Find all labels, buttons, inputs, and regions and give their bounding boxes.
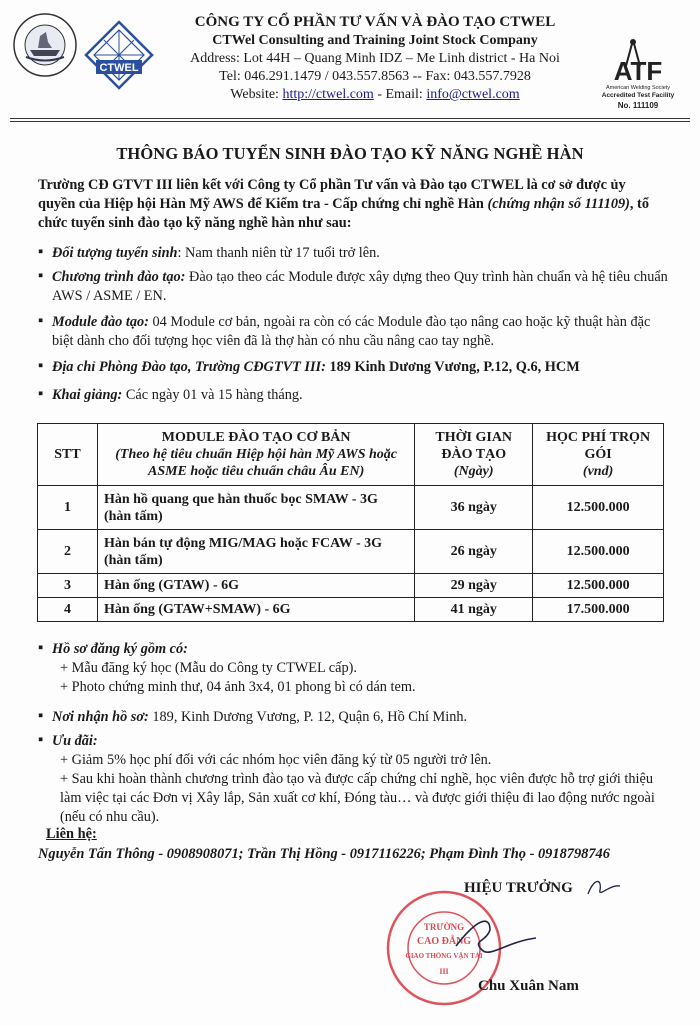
table-row: 3 Hàn ống (GTAW) - 6G 29 ngày 12.500.000	[38, 574, 664, 598]
contact-label: Liên hệ:	[46, 826, 97, 842]
header-fee: HỌC PHÍ TRỌN GÓI (vnd)	[533, 424, 664, 486]
atf-number: No. 111109	[617, 101, 659, 110]
website-link[interactable]: http://ctwel.com	[282, 87, 374, 102]
intro-paragraph: Trường CĐ GTVT III liên kết với Công ty Cổ phần Tư vấn và Đào tạo CTWEL là cơ sở được ủy quyền của Hiệp hội Hàn Mỹ AWS để Kiểm tra - Cấp chứng chỉ nghề Hàn (chứng nhận số 111109), tổ chức tuyển sinh đào tạo kỹ năng nghề hàn như sau:	[38, 177, 649, 231]
svg-text:TRƯỜNG: TRƯỜNG	[423, 922, 465, 932]
company-address: Address: Lot 44H – Quang Minh IDZ – Me Linh district - Ha Noi	[190, 51, 560, 66]
header-stt: STT	[38, 424, 98, 486]
docs-section: ▪ Hồ sơ đăng ký gồm có: + Mẫu đăng ký học (Mẫu do Công ty CTWEL cấp). + Photo chứng minh thư, 04 ảnh 3x4, 01 phong bì có dán tem.	[38, 640, 416, 695]
company-name-vn: CÔNG TY CỔ PHẦN TƯ VẤN VÀ ĐÀO TẠO CTWEL	[194, 14, 556, 30]
atf-line2: Accredited Test Facility	[601, 92, 675, 99]
initial-signature	[584, 876, 624, 907]
atf-logo-title: ATF	[613, 56, 663, 86]
course-table	[37, 423, 664, 622]
svg-text:III: III	[439, 967, 449, 976]
header-divider-2	[10, 121, 690, 122]
header-time: THỜI GIAN ĐÀO TẠO (Ngày)	[415, 424, 533, 486]
bullet-opening: ▪ Khai giảng: Các ngày 01 và 15 hàng tháng.	[38, 386, 303, 403]
company-name-en: CTWel Consulting and Training Joint Stock Company	[212, 33, 538, 48]
principal-title: HIỆU TRƯỞNG	[464, 880, 573, 896]
table-row: 2 Hàn bán tự động MIG/MAG hoặc FCAW - 3G (hàn tấm) 26 ngày 12.500.000	[38, 530, 664, 574]
principal-name: Chu Xuân Nam	[478, 978, 579, 994]
offers-section: ▪ Ưu đãi: + Giảm 5% học phí đối với các nhóm học viên đăng ký từ 05 người trở lên. + Sau khi hoàn thành chương trình đào tạo và được cấp chứng chỉ nghề, học viên được hỗ trợ giới thiệu làm việc tại các Đơn vị Xây lắp, Sản xuất cơ khí, Đóng tàu… và được giới thiệu đi lao động nước ngoài (nếu có nhu cầu).	[38, 732, 655, 825]
contact-people: Nguyễn Tấn Thông - 0908908071; Trần Thị Hồng - 0917116226; Phạm Đình Thọ - 0918798746	[38, 846, 610, 862]
svg-text:CAO ĐẲNG: CAO ĐẲNG	[416, 936, 472, 947]
bullet-target: ▪ Đối tượng tuyển sinh: Nam thanh niên từ 17 tuổi trở lên.	[38, 244, 380, 261]
bullet-program: ▪ Chương trình đào tạo: Đào tạo theo các Module được xây dựng theo Quy trình hàn chuẩn và hệ tiêu chuẩn AWS / ASME / EN.	[38, 268, 668, 304]
svg-text:GIAO THÔNG VẬN TẢI: GIAO THÔNG VẬN TẢI	[405, 952, 483, 960]
table-row: 4 Hàn ống (GTAW+SMAW) - 6G 41 ngày 17.500.000	[38, 598, 664, 622]
table-header-row	[38, 424, 664, 486]
receive-section: ▪ Nơi nhận hồ sơ: 189, Kinh Dương Vương, P. 12, Quận 6, Hồ Chí Minh.	[38, 708, 468, 725]
bullet-module: ▪ Module đào tạo: 04 Module cơ bản, ngoài ra còn có các Module đào tạo nâng cao hoặc kỹ thuật hàn đặc biệt dành cho đối tượng học viên đã là thợ hàn có nhu cầu nâng cao tay nghề.	[38, 313, 651, 349]
bullet-address: ▪ Địa chỉ Phòng Đào tạo, Trường CĐGTVT III: 189 Kinh Dương Vương, P.12, Q.6, HCM	[38, 358, 580, 375]
page-title: THÔNG BÁO TUYỂN SINH ĐÀO TẠO KỸ NĂNG NGHỀ HÀN	[116, 144, 584, 163]
company-web: Website: http://ctwel.com - Email: info@ctwel.com	[230, 87, 520, 102]
table-row: 1 Hàn hồ quang que hàn thuốc bọc SMAW - 3G (hàn tấm) 36 ngày 12.500.000	[38, 486, 664, 530]
email-link[interactable]: info@ctwel.com	[426, 87, 520, 102]
company-tel: Tel: 046.291.1479 / 043.557.8563 -- Fax: 043.557.7928	[219, 69, 531, 84]
atf-line1: American Welding Society	[605, 85, 671, 91]
header-divider	[10, 118, 690, 119]
school-logo	[12, 12, 78, 78]
header-module: MODULE ĐÀO TẠO CƠ BẢN (Theo hệ tiêu chuẩn Hiệp hội hàn Mỹ AWS hoặc ASME hoặc tiêu chuẩn châu Âu EN)	[97, 424, 414, 486]
ctwel-logo-text: CTWEL	[99, 62, 139, 74]
